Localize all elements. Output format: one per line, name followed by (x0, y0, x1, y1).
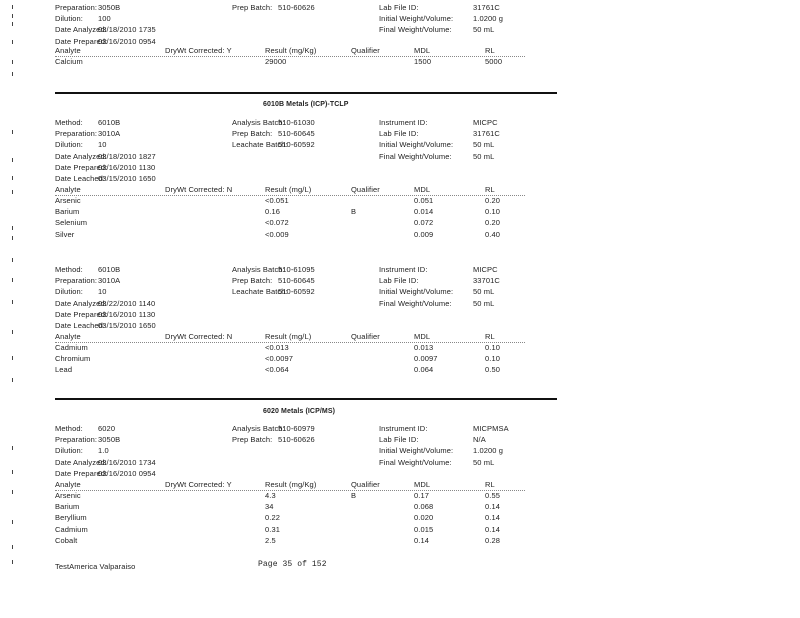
section-title: 6010B Metals (ICP)-TCLP (263, 101, 349, 108)
table-header-qualifier: Qualifier (351, 184, 380, 194)
margin-mark (12, 278, 13, 282)
info-value: 03/16/2010 1734 (98, 457, 156, 467)
margin-mark (12, 520, 13, 524)
instrument-label: Instrument ID: (379, 265, 428, 274)
instrument-value: 50 mL (473, 151, 495, 161)
info-label: Date Analyzed: (55, 298, 107, 308)
info-value: 03/16/2010 1130 (98, 162, 156, 172)
table-header-rl: RL (485, 45, 495, 55)
table-cell-result: <0.0097 (265, 354, 294, 364)
table-cell-rl: 0.10 (485, 343, 500, 352)
table-cell-rl: 0.20 (485, 218, 500, 228)
table-cell-analyte: Barium (55, 502, 80, 512)
margin-mark (12, 158, 13, 162)
margin-mark (12, 560, 13, 564)
batch-label: Analysis Batch: (232, 424, 285, 433)
table-header-analyte: Analyte (55, 331, 81, 341)
batch-value: 510-61030 (278, 118, 315, 127)
info-label: Dilution: (55, 14, 83, 24)
table-cell-mdl: 0.17 (414, 491, 429, 500)
table-cell-rl: 0.14 (485, 524, 500, 534)
table-cell-mdl: 0.068 (414, 502, 434, 512)
margin-mark (12, 176, 13, 180)
table-header-rl: RL (485, 184, 495, 194)
batch-label: Prep Batch: (232, 276, 273, 286)
instrument-value: MICPC (473, 265, 498, 274)
instrument-label: Lab File ID: (379, 3, 419, 12)
table-header-mdl: MDL (414, 479, 431, 489)
table-cell-analyte: Beryllium (55, 513, 87, 523)
table-cell-analyte: Cadmium (55, 343, 88, 352)
info-label: Method: (55, 424, 83, 433)
margin-mark (12, 5, 13, 9)
table-cell-result: <0.072 (265, 218, 289, 228)
batch-label: Prep Batch: (232, 435, 273, 445)
table-cell-mdl: 0.0097 (414, 354, 438, 364)
info-value: 10 (98, 140, 107, 150)
instrument-label: Final Weight/Volume: (379, 298, 452, 308)
instrument-label: Instrument ID: (379, 424, 428, 433)
table-cell-mdl: 0.064 (414, 365, 434, 375)
table-cell-qualifier: B (351, 491, 357, 500)
info-label: Date Analyzed: (55, 25, 107, 35)
instrument-label: Lab File ID: (379, 129, 419, 139)
table-cell-analyte: Barium (55, 207, 80, 217)
batch-label: Prep Batch: (232, 3, 273, 12)
table-cell-mdl: 0.014 (414, 207, 434, 217)
info-value: 6010B (98, 265, 121, 274)
table-cell-rl: 0.50 (485, 365, 500, 375)
batch-label: Analysis Batch: (232, 265, 285, 274)
info-value: 6010B (98, 118, 121, 127)
batch-label: Prep Batch: (232, 129, 273, 139)
instrument-value: MICPC (473, 118, 498, 127)
table-header-analyte: Analyte (55, 479, 81, 489)
section-divider (55, 92, 557, 94)
instrument-value: 31761C (473, 129, 500, 139)
table-cell-result: 2.5 (265, 535, 276, 545)
table-header-analyte: Analyte (55, 184, 81, 194)
info-value: 03/18/2010 1735 (98, 25, 156, 35)
table-header-result: Result (mg/Kg) (265, 479, 317, 489)
instrument-label: Initial Weight/Volume: (379, 14, 454, 24)
info-value: 03/16/2010 1130 (98, 309, 156, 319)
instrument-label: Lab File ID: (379, 435, 419, 445)
table-header-drywt: DryWt Corrected: N (165, 184, 233, 194)
info-value: 3010A (98, 129, 121, 139)
table-cell-mdl: 0.015 (414, 524, 434, 534)
table-cell-mdl: 0.013 (414, 343, 434, 352)
instrument-value: 50 mL (473, 457, 495, 467)
instrument-label: Initial Weight/Volume: (379, 140, 454, 150)
margin-mark (12, 72, 13, 76)
table-header-rl: RL (485, 331, 495, 341)
instrument-value: 1.0200 g (473, 446, 503, 456)
info-value: 03/18/2010 1827 (98, 151, 156, 161)
table-header-result: Result (mg/Kg) (265, 45, 317, 55)
batch-value: 510-60626 (278, 3, 315, 12)
table-cell-analyte: Silver (55, 229, 75, 239)
info-value: 03/16/2010 0954 (98, 36, 156, 46)
table-cell-result: 34 (265, 502, 274, 512)
batch-value: 510-60645 (278, 129, 315, 139)
footer-company: TestAmerica Valparaiso (55, 562, 136, 571)
info-value: 100 (98, 14, 111, 24)
batch-value: 510-60645 (278, 276, 315, 286)
table-cell-rl: 0.10 (485, 207, 500, 217)
table-cell-mdl: 1500 (414, 57, 432, 66)
margin-mark (12, 378, 13, 382)
section-divider (55, 398, 557, 400)
table-header-rl: RL (485, 479, 495, 489)
table-cell-rl: 0.20 (485, 196, 500, 205)
table-cell-mdl: 0.009 (414, 229, 434, 239)
info-label: Preparation: (55, 129, 98, 139)
info-label: Dilution: (55, 446, 83, 456)
margin-mark (12, 446, 13, 450)
info-label: Dilution: (55, 287, 83, 297)
table-header-drywt: DryWt Corrected: N (165, 331, 233, 341)
table-cell-result: 4.3 (265, 491, 276, 500)
instrument-label: Lab File ID: (379, 276, 419, 286)
table-cell-analyte: Arsenic (55, 196, 81, 205)
info-label: Date Prepared: (55, 162, 108, 172)
batch-value: 510-60592 (278, 287, 315, 297)
batch-value: 510-61095 (278, 265, 315, 274)
table-cell-rl: 0.28 (485, 535, 500, 545)
instrument-value: N/A (473, 435, 486, 445)
table-cell-result: 0.16 (265, 207, 280, 217)
table-cell-rl: 0.10 (485, 354, 500, 364)
info-value: 03/15/2010 1650 (98, 174, 156, 183)
header-underline (55, 342, 525, 343)
header-underline (55, 56, 525, 57)
batch-value: 510-60592 (278, 140, 315, 150)
instrument-label: Instrument ID: (379, 118, 428, 127)
batch-value: 510-60626 (278, 435, 315, 445)
table-cell-analyte: Chromium (55, 354, 91, 364)
margin-mark (12, 14, 13, 18)
info-label: Date Analyzed: (55, 457, 107, 467)
batch-value: 510-60979 (278, 424, 315, 433)
info-label: Preparation: (55, 3, 98, 12)
table-cell-rl: 0.14 (485, 513, 500, 523)
table-cell-mdl: 0.14 (414, 535, 429, 545)
info-value: 6020 (98, 424, 116, 433)
table-header-drywt: DryWt Corrected: Y (165, 45, 232, 55)
info-label: Method: (55, 265, 83, 274)
info-value: 03/22/2010 1140 (98, 298, 156, 308)
info-label: Method: (55, 118, 83, 127)
info-value: 03/15/2010 1650 (98, 321, 156, 330)
table-cell-rl: 0.40 (485, 229, 500, 239)
table-cell-result: <0.051 (265, 196, 289, 205)
table-cell-analyte: Lead (55, 365, 73, 375)
instrument-label: Final Weight/Volume: (379, 151, 452, 161)
table-header-qualifier: Qualifier (351, 45, 380, 55)
table-cell-qualifier: B (351, 207, 357, 217)
table-cell-result: 29000 (265, 57, 287, 66)
margin-mark (12, 545, 13, 549)
table-cell-result: 0.22 (265, 513, 280, 523)
table-cell-analyte: Cobalt (55, 535, 78, 545)
margin-mark (12, 490, 13, 494)
table-cell-rl: 0.14 (485, 502, 500, 512)
margin-mark (12, 130, 13, 134)
instrument-value: 1.0200 g (473, 14, 503, 24)
table-header-qualifier: Qualifier (351, 479, 380, 489)
margin-mark (12, 236, 13, 240)
table-cell-result: <0.064 (265, 365, 289, 375)
instrument-value: 50 mL (473, 25, 495, 35)
instrument-value: 31761C (473, 3, 500, 12)
instrument-label: Initial Weight/Volume: (379, 287, 454, 297)
info-label: Date Leached: (55, 321, 106, 330)
table-cell-result: <0.009 (265, 229, 289, 239)
info-value: 3010A (98, 276, 121, 286)
info-label: Date Prepared: (55, 36, 108, 46)
footer-page-number: Page 35 of 152 (258, 560, 327, 569)
table-cell-mdl: 0.051 (414, 196, 434, 205)
margin-mark (12, 356, 13, 360)
batch-label: Analysis Batch: (232, 118, 285, 127)
info-value: 03/16/2010 0954 (98, 468, 156, 478)
header-underline (55, 195, 525, 196)
instrument-label: Final Weight/Volume: (379, 457, 452, 467)
batch-label: Leachate Batch: (232, 287, 288, 297)
table-cell-rl: 0.55 (485, 491, 500, 500)
table-cell-result: 0.31 (265, 524, 280, 534)
batch-label: Leachate Batch: (232, 140, 288, 150)
instrument-value: 33701C (473, 276, 500, 286)
table-cell-mdl: 0.020 (414, 513, 434, 523)
info-value: 1.0 (98, 446, 109, 456)
table-header-drywt: DryWt Corrected: Y (165, 479, 232, 489)
info-value: 3050B (98, 3, 121, 12)
table-cell-analyte: Arsenic (55, 491, 81, 500)
instrument-value: 50 mL (473, 287, 495, 297)
table-header-mdl: MDL (414, 45, 431, 55)
table-header-mdl: MDL (414, 331, 431, 341)
table-cell-analyte: Selenium (55, 218, 88, 228)
info-label: Date Leached: (55, 174, 106, 183)
instrument-label: Final Weight/Volume: (379, 25, 452, 35)
info-label: Date Prepared: (55, 468, 108, 478)
instrument-label: Initial Weight/Volume: (379, 446, 454, 456)
table-cell-analyte: Cadmium (55, 524, 88, 534)
table-header-result: Result (mg/L) (265, 331, 312, 341)
instrument-value: 50 mL (473, 140, 495, 150)
margin-mark (12, 60, 13, 64)
table-header-analyte: Analyte (55, 45, 81, 55)
margin-mark (12, 40, 13, 44)
header-underline (55, 490, 525, 491)
margin-mark (12, 330, 13, 334)
table-header-result: Result (mg/L) (265, 184, 312, 194)
info-label: Date Prepared: (55, 309, 108, 319)
margin-mark (12, 258, 13, 262)
section-title: 6020 Metals (ICP/MS) (263, 408, 336, 415)
info-label: Preparation: (55, 276, 98, 286)
table-header-qualifier: Qualifier (351, 331, 380, 341)
table-cell-analyte: Calcium (55, 57, 83, 66)
margin-mark (12, 300, 13, 304)
margin-mark (12, 190, 13, 194)
instrument-value: MICPMSA (473, 424, 509, 433)
info-label: Date Analyzed: (55, 151, 107, 161)
info-value: 3050B (98, 435, 121, 445)
info-label: Dilution: (55, 140, 83, 150)
info-value: 10 (98, 287, 107, 297)
table-cell-mdl: 0.072 (414, 218, 434, 228)
info-label: Preparation: (55, 435, 98, 445)
margin-mark (12, 22, 13, 26)
table-cell-rl: 5000 (485, 57, 503, 66)
margin-mark (12, 226, 13, 230)
table-header-mdl: MDL (414, 184, 431, 194)
instrument-value: 50 mL (473, 298, 495, 308)
table-cell-result: <0.013 (265, 343, 289, 352)
margin-mark (12, 470, 13, 474)
